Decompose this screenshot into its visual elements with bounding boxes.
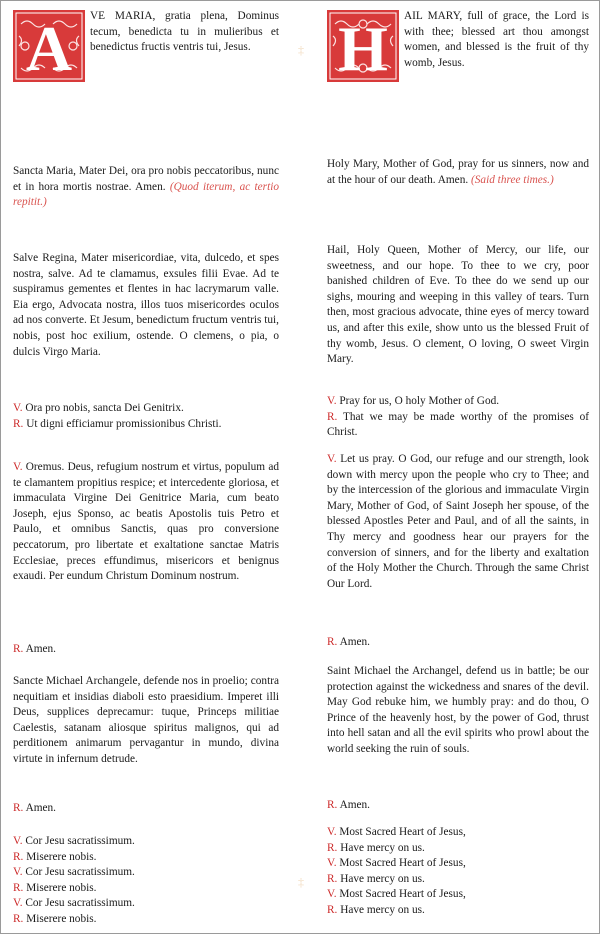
svg-text:H: H	[338, 13, 388, 82]
list-item: V. Most Sacred Heart of Jesus,	[327, 826, 466, 838]
hail-holy-queen-text: Hail, Holy Queen, Mother of Mercy, our life, our sweetness, and our hope. To thee to we cry, poor banished children of Eve. To thee do we send up our sighs, mouring and weeping in this valley of tears. Turn then, most gracious advocate, thine eyes of mercy toward us, and after this exile, show unto us the blessed Fruit of thy womb, Jesus. O clement, O loving, O sweet Virgin Mary.	[327, 244, 589, 366]
sancte-michael-block	[13, 674, 279, 768]
list-item: V. Most Sacred Heart of Jesus,	[327, 888, 466, 901]
oremus-block	[13, 460, 279, 585]
latin-amen-2: R. Amen.	[13, 802, 56, 814]
sancta-maria-text: Sancta Maria, Mater Dei, ora pro nobis peccatoribus, nunc et in hora mortis nostrae. Amen.	[13, 165, 279, 193]
latin-amen-1: R. Amen.	[13, 643, 56, 655]
saint-michael-block	[327, 664, 589, 758]
holy-mary-rubric: (Said three times.)	[471, 173, 554, 186]
versicle-line: V. Ora pro nobis, sancta Dei Genitrix.	[13, 402, 184, 414]
holy-mary-block	[327, 157, 589, 188]
holy-mary-text: Holy Mary, Mother of God, pray for us sinners, now and at the hour of our death. Amen.	[327, 158, 589, 186]
illuminated-initial-a-icon	[13, 10, 85, 82]
versicle-line: V. Pray for us, O holy Mother of God.	[327, 395, 500, 407]
response-line: R. That we may be made worthy of the promises of Christ.	[327, 410, 589, 439]
oremus-text: Oremus. Deus, refugium nostrum et virtus, populum ad te clamantem propitius respice; et intercedente gloriosa, et immaculata Virgine Dei Genitrice Maria, cum beato Joseph, ejus Sponso, ac beatis Apostolis tuis Petro et Paulo, et omnibus Sanctis, quas pro conversione peccatorum, pro libertate et exaltatione sanctae Matris Ecclesiae, preces effundimus, misericors et benignus exaudi. Per eundum Christum Dominum nostrum.	[13, 461, 279, 583]
list-item: R. Miserere nobis.	[13, 912, 97, 925]
list-item: V. Most Sacred Heart of Jesus,	[327, 857, 466, 870]
list-item: V. Cor Jesu sacratissimum.	[13, 866, 135, 879]
ave-maria-block	[13, 9, 279, 82]
latin-versicle-block	[13, 401, 279, 432]
let-us-pray-text: Let us pray. O God, our refuge and our strength, look down with mercy upon the people who cry to Thee; and by the intercession of the glorious and immaculate Virgin Mary, Mother of God, of Saint Joseph her spouse, of the blessed Apostles Peter and Paul, and of all the saints, in Thy mercy and goodness hear our prayers for the conversion of sinners, and for the liberty and exaltation of the Holy Mother the Church. Through the same Christ Our Lord.	[327, 453, 589, 590]
list-item: R. Have mercy on us.	[327, 841, 425, 854]
hail-holy-queen-block	[327, 243, 589, 368]
versicle-mark: V.	[13, 461, 23, 473]
hail-mary-text: AIL MARY, full of grace, the Lord is with thee; blessed art thou amongst women, and blessed is the fruit of thy womb, Jesus.	[404, 10, 589, 69]
let-us-pray-block	[327, 452, 589, 592]
english-amen-1: R. Amen.	[327, 636, 370, 648]
svg-text:A: A	[25, 13, 73, 82]
versicle-mark: V.	[327, 453, 337, 465]
english-amen-2: R. Amen.	[327, 799, 370, 811]
sancta-maria-block	[13, 164, 279, 211]
salve-regina-block	[13, 251, 279, 360]
response-line: R. Ut digni efficiamur promissionibus Christi.	[13, 417, 222, 430]
illuminated-initial-h-icon	[327, 10, 399, 82]
sancta-maria-rubric: (Quod iterum, ac tertio repitit.)	[13, 180, 279, 209]
list-item: R. Miserere nobis.	[13, 850, 97, 863]
list-item: R. Have mercy on us.	[327, 872, 425, 885]
ave-maria-text: VE MARIA, gratia plena, Dominus tecum, benedicta tu in mulieribus et benedictus fructis ventris tui, Jesus.	[90, 10, 279, 54]
list-item: R. Miserere nobis.	[13, 881, 97, 894]
list-item: R. Have mercy on us.	[327, 903, 425, 916]
list-item: V. Cor Jesu sacratissimum.	[13, 897, 135, 910]
salve-regina-text: Salve Regina, Mater misericordiae, vita, dulcedo, et spes nostra, salve. Ad te clamamus, exsules filii Evae. Ad te suspiramus gementes et flentes in hac lacrymarum valle. Eia ergo, Advocata nostra, illos tuos misericordes oculos ad nos converte. Et Jesum, benedictum fructum ventris tui, nobis, post hoc exilium, ostende. O clemens, o pia, o dulcis Virgo Maria.	[13, 252, 279, 358]
list-item: V. Cor Jesu sacratissimum.	[13, 835, 135, 847]
hail-mary-block	[327, 9, 589, 82]
column-divider-ornament: ‡	[298, 875, 304, 889]
sancte-michael-text: Sancte Michael Archangele, defende nos in proelio; contra nequitiam et insidias diaboli esto praesidium. Imperet illi Deus, supplices deprecamur: tuque, Princeps militiae Caelestis, satanam aliosque spiritus malignos, qui ad perditionem animarum pervagantur in mundo, divina virtute in infernum detrude.	[13, 675, 279, 765]
column-divider-ornament: ‡	[298, 43, 304, 57]
saint-michael-text: Saint Michael the Archangel, defend us in battle; be our protection against the wickedness and snares of the devil. May God rebuke him, we humbly pray: and do thou, O Prince of the heavenly host, by the power of God, thrust into hell satan and all the evil spirits who prowl about the world seeking the ruin of souls.	[327, 665, 589, 755]
cor-jesu-block	[13, 834, 279, 928]
sacred-heart-block	[327, 825, 589, 919]
english-versicle-block	[327, 394, 589, 441]
